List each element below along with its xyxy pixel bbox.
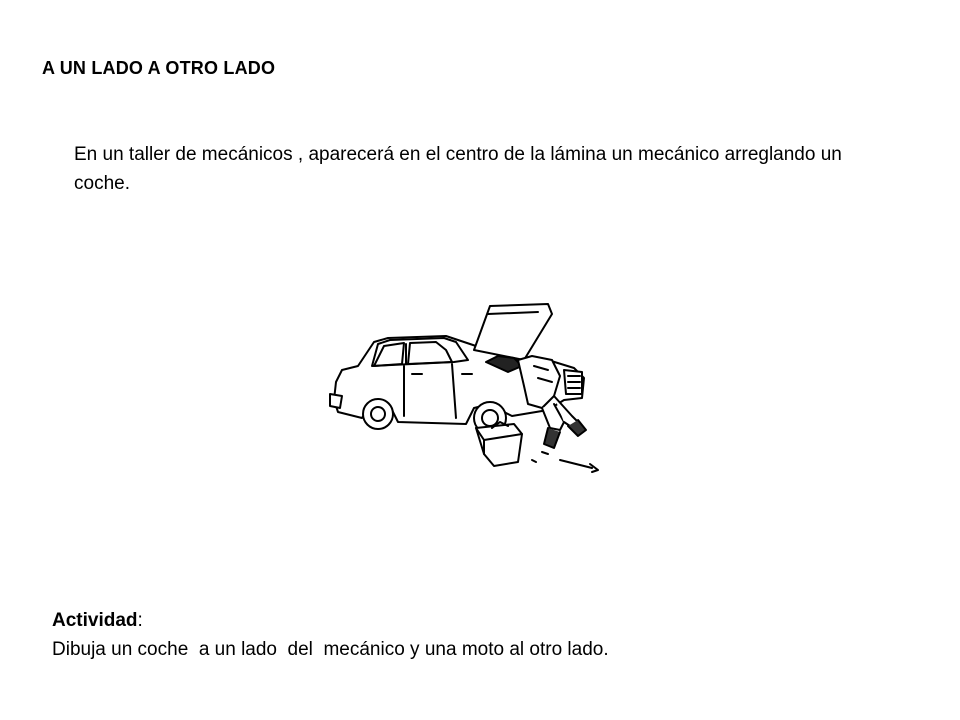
activity-heading (52, 606, 912, 635)
activity-text: Dibuja un coche a un lado del mecánico y una moto al otro lado. (52, 639, 609, 660)
intro-paragraph: En un taller de mecánicos , aparecerá en el centro de la lámina un mecánico arreglando un coche. (74, 144, 842, 194)
mechanic-car-illustration (328, 300, 608, 476)
mechanic-fixing-car-icon (328, 300, 608, 476)
activity-label: Actividad (52, 610, 138, 631)
activity-label-colon: : (137, 610, 143, 631)
activity-section (52, 606, 912, 664)
slide-title: A UN LADO A OTRO LADO (42, 58, 276, 78)
